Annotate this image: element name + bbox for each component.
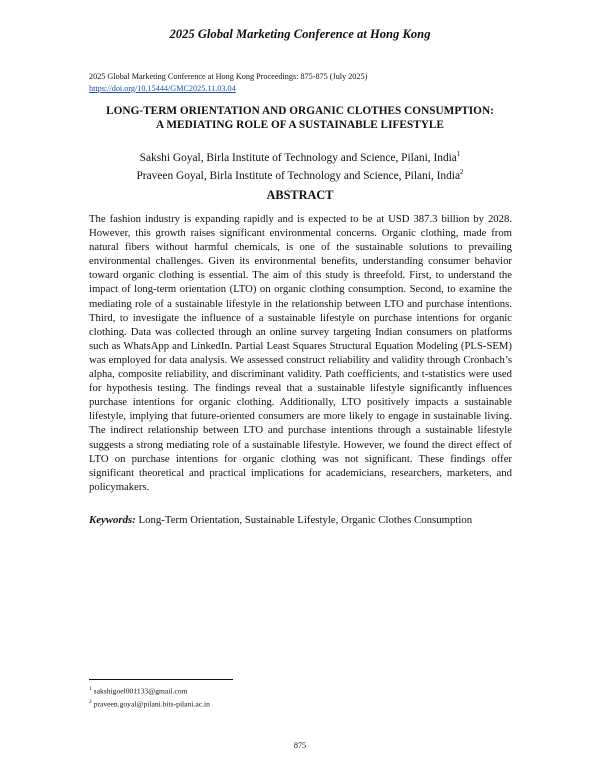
footnote-divider bbox=[89, 679, 233, 680]
footnotes bbox=[89, 684, 210, 709]
abstract-body: The fashion industry is expanding rapidly and is expected to be at USD 387.3 billion by 2028. However, this growth raises significant environmental concerns. Organic clothing, made from natural fibers without harmful chemicals, is one of the sustainable solutions to prevailing environmental challenges. Given its environmental benefits, understanding consumer behavior toward organic clothing is essential. The aim of this study is threefold. First, to understand the impact of long-term orientation (LTO) on organic clothing consumption. Second, to examine the mediating role of a sustainable lifestyle in the relationship between LTO and purchase intentions. Third, to investigate the influence of a sustainable lifestyle on purchase intentions for organic clothing. Data was collected through an online survey targeting Indian consumers on platforms such as WhatsApp and LinkedIn. Partial Least Squares Structural Equation Modeling (PLS-SEM) was employed for data analysis. We assessed construct reliability and validity through Cronbach’s alpha, composite reliability, and discriminant validity. Path coefficients, and t-statistics were used for hypothesis testing. The findings reveal that a sustainable lifestyle significantly influences purchase intentions for organic clothing. Additionally, LTO positively impacts a sustainable lifestyle, implying that future-oriented consumers are more likely to engage in sustainable living. The indirect relationship between LTO and purchase intentions through a sustainable lifestyle suggests a strong mediating role of a sustainable lifestyle. However, we found the direct effect of LTO on purchase intentions for organic clothing was not significant. These findings offer significant theoretical and practical implications for academicians, researchers, marketers, and policymakers. bbox=[89, 213, 512, 493]
footnote-1 bbox=[89, 684, 210, 697]
keywords-text: Long-Term Orientation, Sustainable Lifestyle, Organic Clothes Consumption bbox=[138, 514, 473, 526]
footnote-2-email: praveen.goyal@pilani.bits-pilani.ac.in bbox=[93, 699, 210, 709]
author-list bbox=[60, 147, 540, 184]
proceedings-line: 2025 Global Marketing Conference at Hong Kong Proceedings: 875-875 (July 2025) bbox=[89, 72, 368, 81]
author-1 bbox=[60, 147, 540, 165]
author-1-text: Sakshi Goyal, Birla Institute of Technology and Science, Pilani, India bbox=[139, 151, 457, 164]
footnote-1-email: sakshigoel001133@gmail.com bbox=[93, 686, 188, 696]
page-number: 875 bbox=[293, 741, 307, 750]
keywords-label: Keywords: bbox=[89, 514, 136, 526]
author-2-footnote-mark: 2 bbox=[460, 168, 464, 177]
keywords bbox=[89, 514, 529, 526]
conference-header: 2025 Global Marketing Conference at Hong Kong bbox=[169, 27, 431, 41]
abstract-heading: ABSTRACT bbox=[266, 188, 334, 202]
publication-meta bbox=[89, 71, 367, 94]
footnote-2 bbox=[89, 697, 210, 710]
author-2 bbox=[60, 165, 540, 183]
footnote-1-mark: 1 bbox=[89, 686, 92, 692]
paper-title bbox=[60, 104, 540, 132]
footnote-2-mark: 2 bbox=[89, 698, 92, 705]
title-line-1: LONG-TERM ORIENTATION AND ORGANIC CLOTHES CONSUMPTION: bbox=[106, 105, 494, 117]
author-2-text: Praveen Goyal, Birla Institute of Technology and Science, Pilani, India bbox=[136, 170, 461, 183]
title-line-2: A MEDIATING ROLE OF A SUSTAINABLE LIFESTYLE bbox=[156, 119, 444, 131]
author-1-footnote-mark: 1 bbox=[456, 150, 461, 158]
doi-link[interactable]: https://doi.org/10.15444/GMC2025.11.03.04 bbox=[89, 83, 236, 93]
